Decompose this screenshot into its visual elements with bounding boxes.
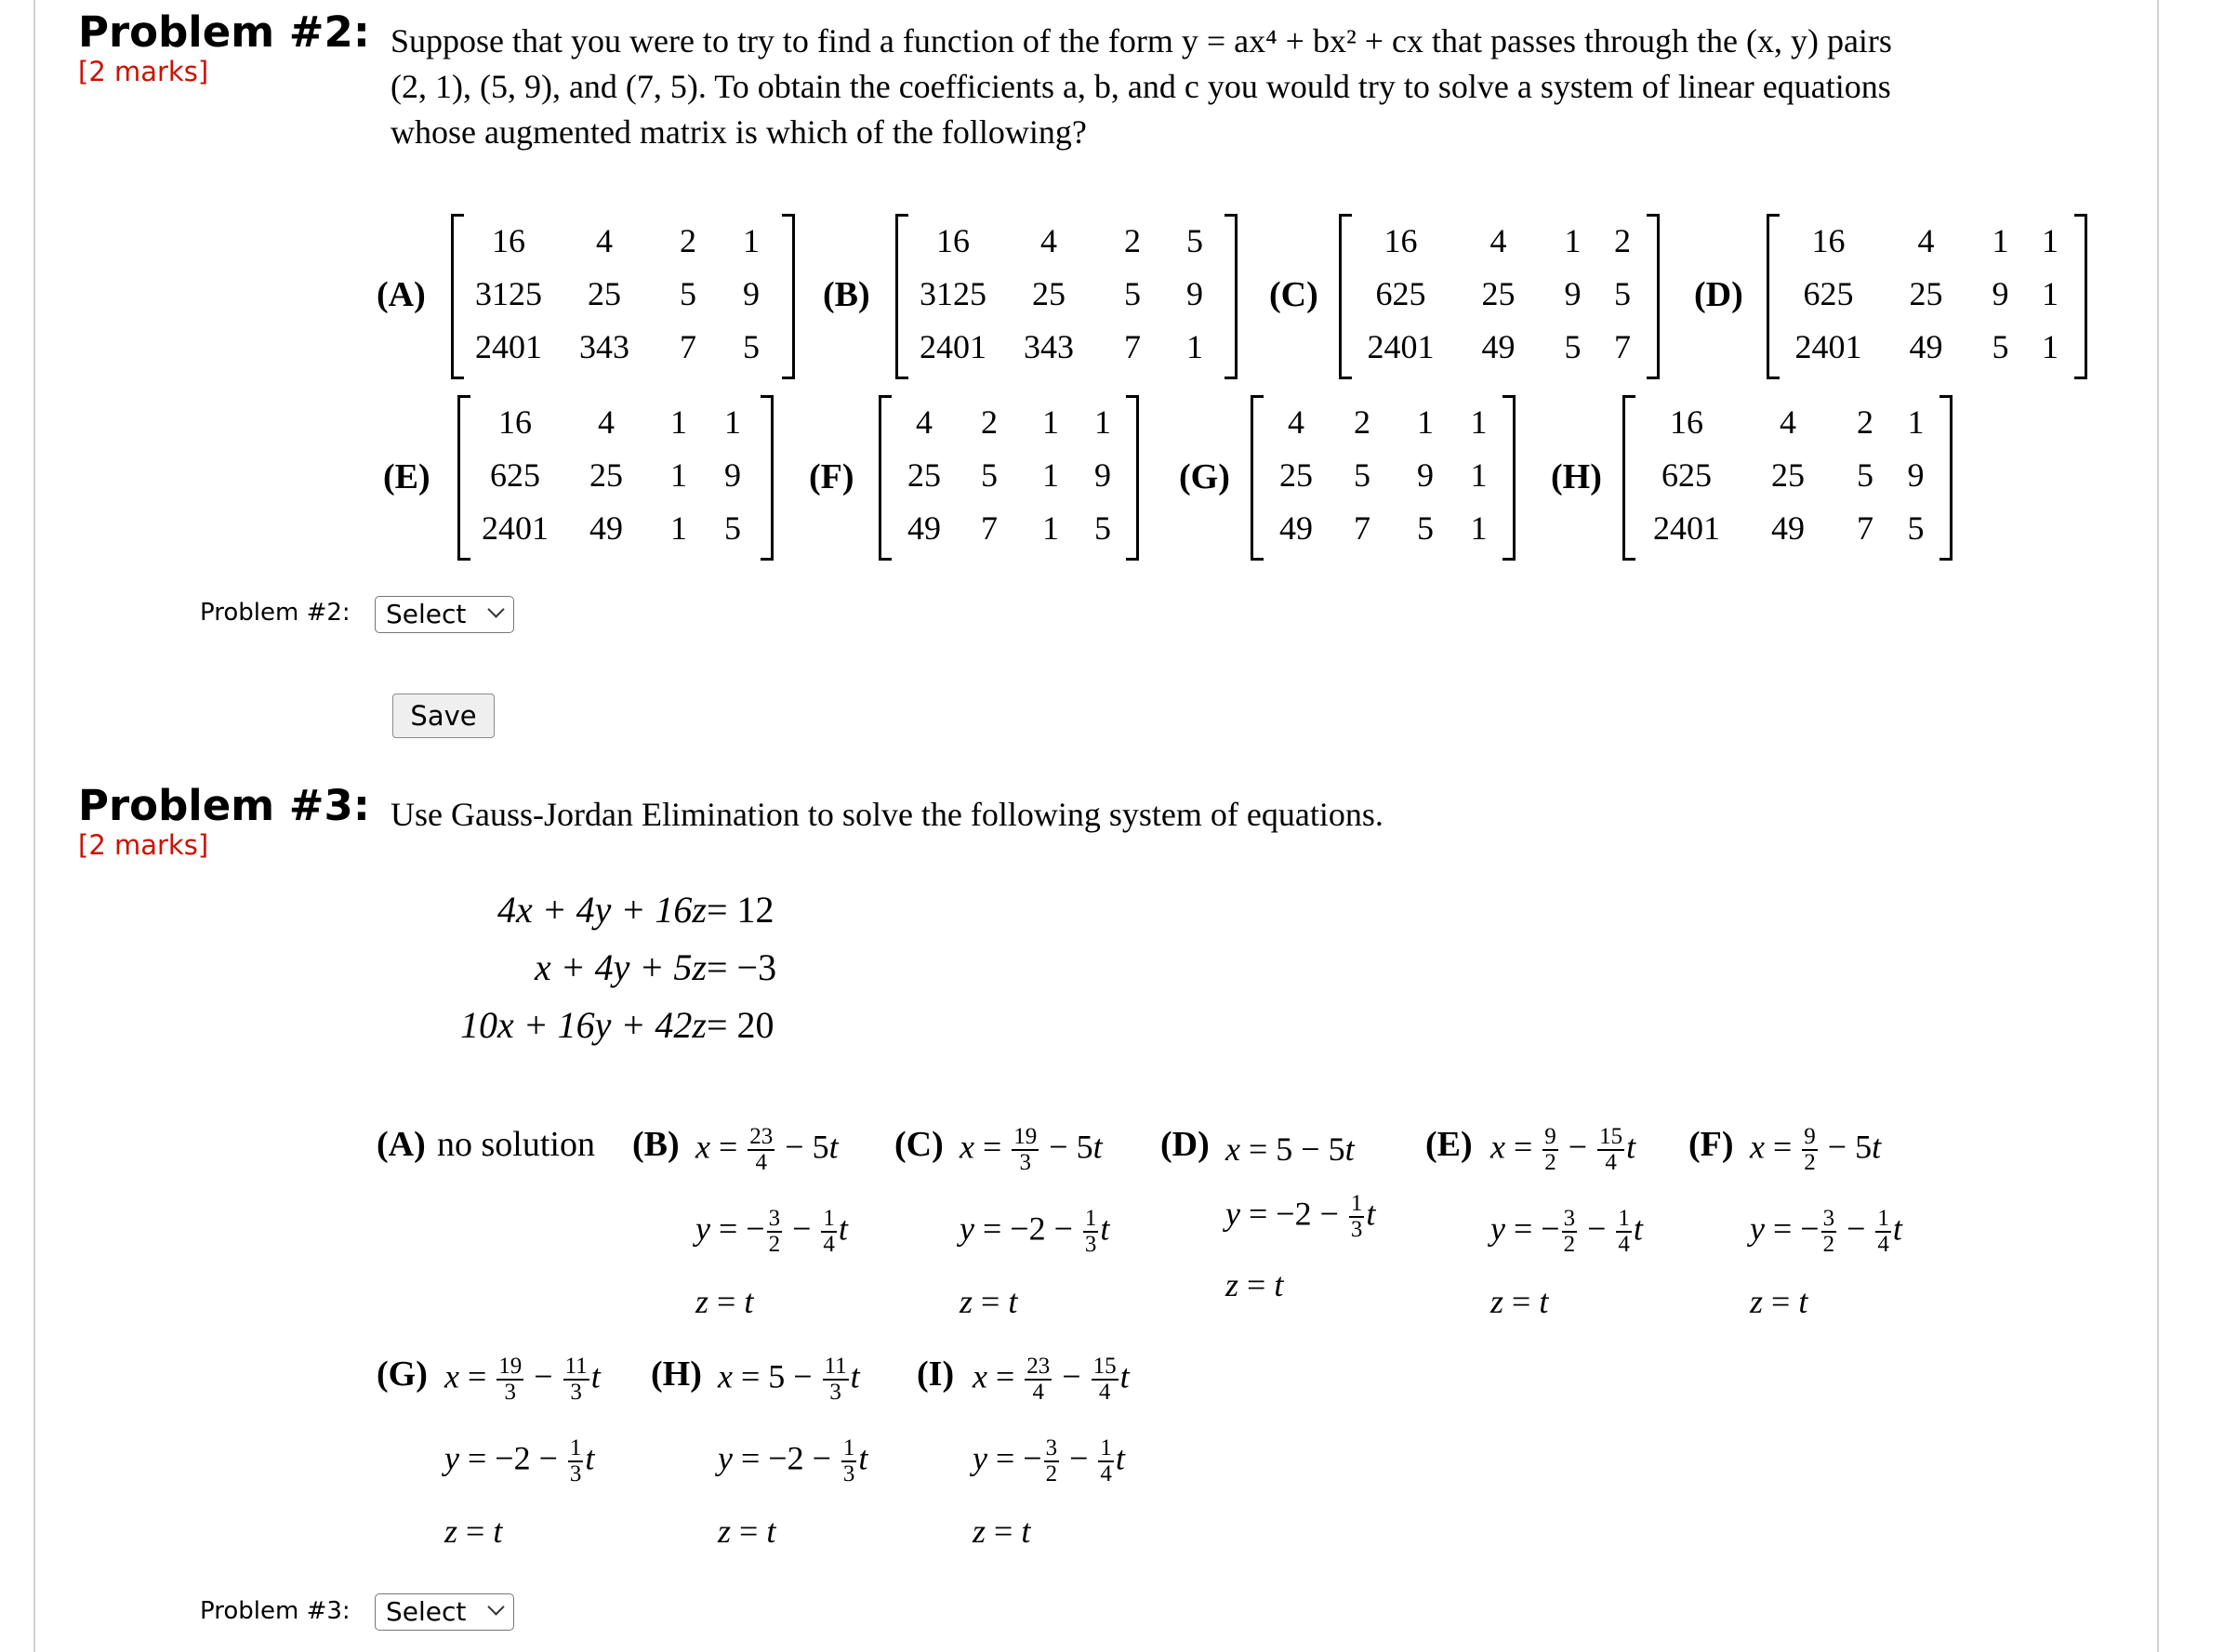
matrix-cell: 2 [1857,403,1873,441]
matrix-cell: 4 [1917,221,1935,259]
solution-line: y = −2 − $\frac{1}{3}$ t [444,1435,595,1487]
matrix-cell: 4 [1489,221,1507,259]
left-bracket [1622,395,1635,561]
matrix-cell: 5 [981,456,998,494]
p3-option-a-label: (A) [377,1125,426,1164]
matrix-cell: 16 [498,403,532,441]
matrix-cell: 4 [916,403,933,441]
chevron-down-icon [487,1598,504,1615]
matrix-cell: 2401 [1794,327,1862,365]
matrix-cell: 7 [1614,327,1631,365]
left-bracket [457,395,470,561]
solution-line: x = $\frac{9}{2}$ − $\frac{15}{4}$ t [1490,1124,1636,1175]
matrix-cell: 1 [743,221,760,259]
equation-2: x + 4y + 5z = −3 [534,946,777,988]
left-bracket [451,214,464,379]
matrix-cell: 9 [724,456,741,494]
select-value: Select [386,1596,467,1627]
problem-2-title: Problem #2: [78,7,370,57]
matrix-cell: 343 [579,327,629,365]
matrix-cell: 25 [907,456,941,494]
solution-line: y = − $\frac{3}{2}$ − $\frac{1}{4}$ t [1750,1206,1902,1257]
matrix-cell: 2 [1354,403,1370,441]
matrix-cell: 2 [680,221,696,259]
solution-line: x = $\frac{23}{4}$ − $\frac{15}{4}$ t [973,1354,1130,1405]
solution-line: z = t [1225,1266,1284,1303]
matrix-cell: 7 [1124,327,1141,365]
matrix-cell: 49 [1771,509,1805,547]
matrix-cell: 1 [1417,403,1434,441]
matrix-cell: 7 [680,327,696,365]
matrix-cell: 2401 [1367,327,1435,365]
matrix-cell: 25 [1481,274,1516,312]
matrix-cell: 2401 [1653,509,1720,547]
matrix-c [1339,214,1660,379]
left-bracket [1767,214,1780,379]
solution-line: y = −2 − $\frac{1}{3}$ t [718,1435,868,1487]
matrix-cell: 1 [1470,456,1488,494]
question-line-1: Suppose that you were to try to find a function of the form y = ax⁴ + bx² + cx that passes through the (x, y) pairs [391,22,1892,59]
matrix-cell: 2401 [920,327,986,365]
matrix-cell: 625 [490,456,540,494]
solution-line: x = $\frac{9}{2}$ − 5t [1750,1124,1882,1175]
matrix-f [879,395,1139,561]
solution-line: y = − $\frac{3}{2}$ − $\frac{1}{4}$ t [973,1435,1125,1487]
matrix-cell: 5 [743,327,760,365]
select-value: Select [386,599,467,629]
matrix-cell: 16 [1811,221,1846,259]
solution-line: y = −2 − $\frac{1}{3}$ t [1225,1191,1376,1242]
solution-line: x = 5 − $\frac{11}{3}$ t [718,1354,860,1405]
problem-3-answer-select[interactable] [375,1593,514,1631]
question-line-2: (2, 1), (5, 9), and (7, 5). To obtain the coefficients a, b, and c you would try to solve a system of linear equations [391,68,1891,105]
right-bracket [782,214,795,379]
save-button[interactable]: Save [392,694,495,738]
matrix-cell: 5 [1857,456,1873,494]
solution-line: x = $\frac{19}{3}$ − $\frac{11}{3}$ t [444,1354,601,1405]
question-line-3: whose augmented matrix is which of the following? [391,113,1087,151]
problem-2-marks: [2 marks] [78,56,209,87]
right-bracket [1126,395,1139,561]
solution-line: z = t [1490,1283,1549,1320]
matrix-cell: 25 [1279,456,1313,494]
matrix-cell: 1 [724,403,741,441]
matrix-cell: 1 [1907,403,1925,441]
problem-3-question: Use Gauss-Jordan Elimination to solve the following system of equations. [391,796,1383,833]
matrix-cell: 1 [670,403,687,441]
problem-2-answer-select[interactable] [375,596,514,633]
right-bracket [1503,395,1516,561]
left-bracket [895,214,908,379]
p3-option-a-text: no solution [437,1125,595,1164]
option-d-label: (D) [1694,275,1743,314]
equation-system [0,888,837,1061]
matrix-h [1622,395,1953,561]
matrix-cell: 25 [588,274,621,312]
matrix-cell: 49 [1909,327,1943,365]
matrix-cell: 9 [1417,456,1434,494]
option-f-label: (F) [809,457,854,496]
equation-1: 4x + 4y + 16z = 12 [496,889,774,931]
matrix-cell: 9 [1564,274,1582,312]
problem-3-answer-label: Problem #3: [200,1597,351,1625]
matrix-cell: 2 [981,403,998,441]
option-a-label: (A) [377,275,426,314]
matrix-cell: 1 [2042,327,2059,365]
matrix-cell: 2401 [482,509,549,547]
matrix-cell: 9 [1992,274,2009,312]
option-e-label: (E) [383,457,430,496]
left-bracket [1251,395,1264,561]
matrix-cell: 16 [936,221,970,259]
matrix-cell: 4 [598,403,615,441]
matrix-cell: 1 [1094,403,1111,441]
matrix-cell: 2401 [475,327,542,365]
p3-option-i-label: (I) [917,1355,955,1394]
matrix-cell: 7 [981,509,998,547]
solution-line: z = t [960,1283,1018,1320]
matrix-cell: 5 [1564,327,1582,365]
option-b-label: (B) [823,275,870,314]
matrix-a [451,214,795,379]
matrix-cell: 16 [1670,403,1703,441]
matrix-cell: 1 [2042,274,2059,312]
matrix-cell: 7 [1857,509,1873,547]
matrix-cell: 4 [596,221,613,259]
matrix-cell: 49 [907,509,941,547]
left-bracket [879,395,892,561]
matrix-cell: 4 [1780,403,1796,441]
matrix-cell: 5 [1094,509,1111,547]
matrix-b [895,214,1238,379]
matrix-cell: 4 [1040,221,1057,259]
p3-option-e-label: (E) [1425,1125,1473,1164]
solution-line: y = −2 − $\frac{1}{3}$ t [960,1206,1110,1257]
matrix-cell: 16 [492,221,525,259]
p3-option-h-label: (H) [651,1355,702,1394]
matrix-cell: 5 [1614,274,1631,312]
solution-line: x = $\frac{23}{4}$ − 5t [695,1124,839,1175]
matrix-cell: 25 [1771,456,1805,494]
left-border [33,0,35,1652]
equation-3: 10x + 16y + 42z = 20 [459,1004,774,1046]
problem-2-question [391,19,2118,155]
matrix-cell: 3125 [920,274,986,312]
matrix-cell: 2 [1124,221,1141,259]
right-bracket [2074,214,2087,379]
solution-line: x = 5 − 5t [1225,1130,1355,1168]
chevron-down-icon [487,601,504,617]
option-c-label: (C) [1269,275,1318,314]
matrix-cell: 625 [1803,274,1854,312]
matrix-cell: 625 [1375,274,1426,312]
matrix-cell: 1 [2042,221,2059,259]
matrix-cell: 1 [1564,221,1582,259]
matrix-cell: 9 [1094,456,1111,494]
solution-line: z = t [973,1513,1031,1550]
matrix-cell: 5 [1354,456,1370,494]
solution-line: z = t [444,1513,503,1550]
solution-line: x = $\frac{19}{3}$ − 5t [960,1124,1103,1175]
matrix-cell: 25 [1909,274,1943,312]
matrix-g [1251,395,1516,561]
matrix-cell: 1 [670,456,687,494]
matrix-cell: 49 [589,509,623,547]
matrix-cell: 25 [1032,274,1066,312]
p3-option-d-label: (D) [1160,1125,1210,1164]
solution-line: z = t [1750,1283,1808,1320]
matrix-cell: 1 [1042,456,1059,494]
solution-line: y = − $\frac{3}{2}$ − $\frac{1}{4}$ t [1490,1206,1643,1257]
matrix-cell: 1 [1470,403,1488,441]
right-bracket [761,395,774,561]
matrix-cell: 9 [1907,456,1925,494]
solution-line: z = t [718,1513,776,1550]
problem-3-title: Problem #3: [78,781,370,830]
matrix-cell: 49 [1279,509,1313,547]
option-g-label: (G) [1179,457,1230,496]
p3-option-f-label: (F) [1688,1125,1734,1164]
matrix-cell: 3125 [475,274,542,312]
matrix-d [1767,214,2087,379]
matrix-cell: 4 [1288,403,1304,441]
right-bracket [1647,214,1660,379]
matrix-cell: 2 [1614,221,1631,259]
matrix-cell: 5 [724,509,741,547]
p3-option-g-label: (G) [377,1355,428,1394]
matrix-cell: 1 [670,509,687,547]
matrix-cell: 1 [1992,221,2009,259]
matrix-cell: 5 [1907,509,1925,547]
matrix-cell: 9 [743,274,760,312]
matrix-cell: 5 [1186,221,1203,259]
matrix-cell: 1 [1042,403,1059,441]
matrix-cell: 5 [1417,509,1434,547]
matrix-cell: 49 [1481,327,1516,365]
matrix-cell: 7 [1354,509,1370,547]
right-border [2157,0,2159,1652]
matrix-cell: 9 [1186,274,1203,312]
p3-option-c-label: (C) [894,1125,944,1164]
matrix-cell: 5 [1992,327,2009,365]
right-bracket [1939,395,1953,561]
problem-3-marks: [2 marks] [78,829,209,861]
matrix-cell: 1 [1186,327,1203,365]
solution-line: y = − $\frac{3}{2}$ − $\frac{1}{4}$ t [695,1206,848,1257]
matrix-cell: 1 [1470,509,1488,547]
matrix-cell: 1 [1042,509,1059,547]
right-bracket [1225,214,1238,379]
option-h-label: (H) [1551,457,1602,496]
matrix-e [457,395,774,561]
matrix-cell: 5 [680,274,696,312]
matrix-cell: 25 [589,456,623,494]
left-bracket [1339,214,1352,379]
solution-line: z = t [695,1283,754,1320]
matrix-cell: 343 [1024,327,1074,365]
p3-option-b-label: (B) [632,1125,680,1164]
problem-2-answer-label: Problem #2: [200,599,351,627]
matrix-cell: 5 [1124,274,1141,312]
matrix-cell: 625 [1661,456,1712,494]
matrix-cell: 16 [1383,221,1418,259]
